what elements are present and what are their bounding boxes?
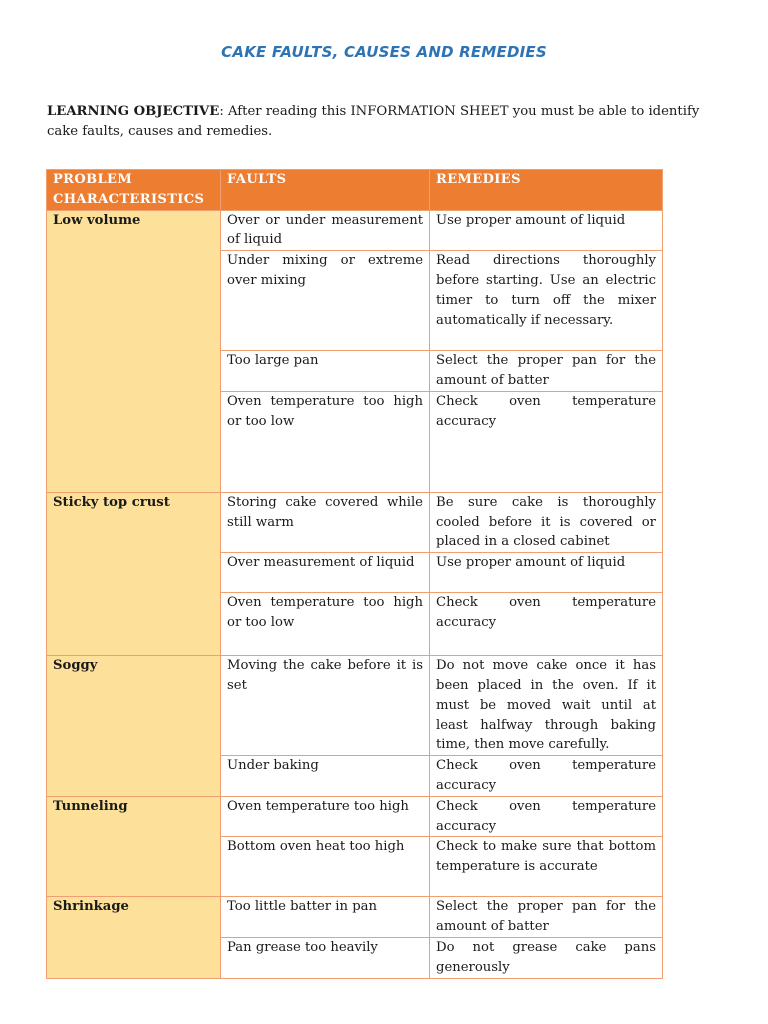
- fault-cell: Under baking: [221, 756, 430, 797]
- fault-cell: Oven temperature too high or too low: [221, 391, 430, 492]
- remedy-cell: Use proper amount of liquid: [430, 553, 663, 593]
- fault-cell: Moving the cake before it is set: [221, 656, 430, 756]
- remedy-cell: Check oven temperature accuracy: [430, 593, 663, 656]
- table-row: [47, 492, 663, 552]
- fault-cell: Pan grease too heavily: [221, 937, 430, 978]
- fault-cell: Storing cake covered while still warm: [221, 492, 430, 552]
- fault-cell: Under mixing or extreme over mixing: [221, 251, 430, 351]
- problem-cell: Sticky top crust: [47, 492, 221, 655]
- header-remedies: REMEDIES: [430, 170, 663, 211]
- remedy-cell: Check to make sure that bottom temperature is accurate: [430, 837, 663, 897]
- page-title: CAKE FAULTS, CAUSES AND REMEDIES: [221, 43, 547, 61]
- remedy-cell: Use proper amount of liquid: [430, 210, 663, 251]
- remedy-cell: Select the proper pan for the amount of batter: [430, 351, 663, 392]
- remedy-cell: Check oven temperature accuracy: [430, 796, 663, 837]
- fault-cell: Oven temperature too high or too low: [221, 593, 430, 656]
- fault-cell: Bottom oven heat too high: [221, 837, 430, 897]
- table-row: [47, 210, 663, 251]
- remedy-cell: Check oven temperature accuracy: [430, 391, 663, 492]
- remedy-cell: Check oven temperature accuracy: [430, 756, 663, 797]
- problem-cell: Shrinkage: [47, 897, 221, 978]
- table-row: [47, 656, 663, 756]
- fault-cell: Too large pan: [221, 351, 430, 392]
- table-header-row: [47, 170, 663, 211]
- fault-cell: Over measurement of liquid: [221, 553, 430, 593]
- fault-cell: Over or under measurement of liquid: [221, 210, 430, 251]
- cake-faults-table: [46, 169, 663, 979]
- table-row: [47, 897, 663, 938]
- problem-cell: Soggy: [47, 656, 221, 797]
- problem-cell: Low volume: [47, 210, 221, 492]
- remedy-cell: Do not move cake once it has been placed in the oven. If it must be moved wait until at least halfway through baking time, then move carefully.: [430, 656, 663, 756]
- remedy-cell: Do not grease cake pans generously: [430, 937, 663, 978]
- remedy-cell: Be sure cake is thoroughly cooled before it is covered or placed in a closed cabinet: [430, 492, 663, 552]
- table-row: [47, 796, 663, 837]
- remedy-cell: Read directions thoroughly before starting. Use an electric timer to turn off the mixer automatically if necessary.: [430, 251, 663, 351]
- problem-cell: Tunneling: [47, 796, 221, 897]
- remedy-cell: Select the proper pan for the amount of batter: [430, 897, 663, 938]
- objective-label: LEARNING OBJECTIVE: [47, 104, 220, 119]
- learning-objective: [47, 102, 717, 142]
- header-problem: PROBLEM CHARACTERISTICS: [47, 170, 221, 211]
- fault-cell: Oven temperature too high: [221, 796, 430, 837]
- objective-text: : After reading this INFORMATION SHEET you must be able to identify cake faults, causes and remedies.: [47, 104, 700, 139]
- fault-cell: Too little batter in pan: [221, 897, 430, 938]
- header-faults: FAULTS: [221, 170, 430, 211]
